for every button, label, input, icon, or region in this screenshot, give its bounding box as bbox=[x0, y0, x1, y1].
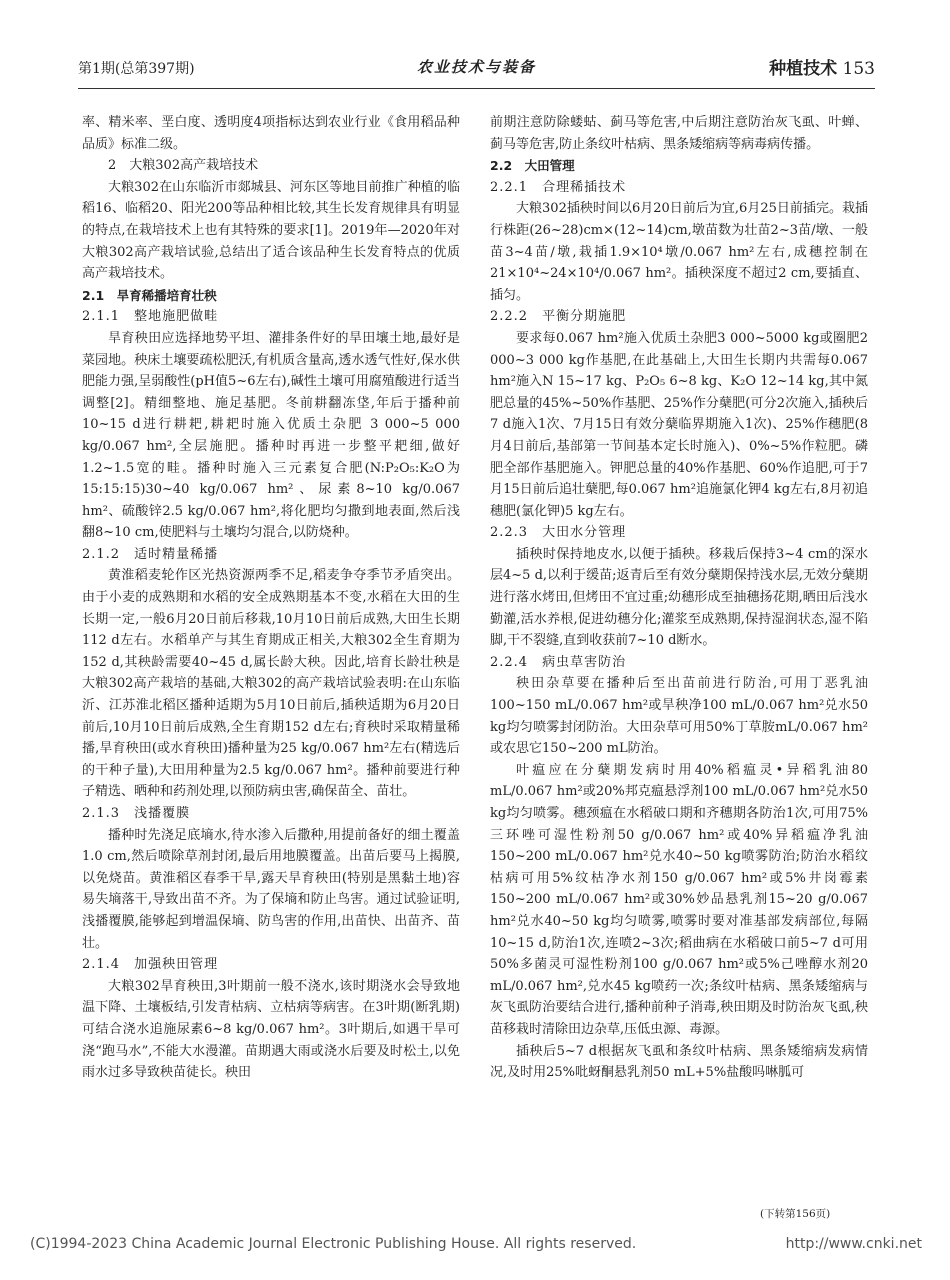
paragraph: 要求每0.067 hm²施入优质土杂肥3 000~5000 kg或圈肥2 000~3 000 kg作基肥,在此基础上,大田生长期内共需每0.067 hm²施入N 15~17 kg、P₂O₅ 6~8 kg、K₂O 12~14 kg,其中氮肥总量的45%~50%作基肥、25%作分蘖肥(可分2次施入,插秧后7 d施入1次、7月15日有效分蘖临界期施入1次)、25%作穗肥(8月4日前后,基部第一节间基本定长时施入)、0%~5%作粒肥。磷肥全部作基肥施入。钾肥总量的40%作基肥、60%作追肥,可于7月15日前后追壮蘖肥,每0.067 hm²追施氯化钾4 kg左右,8月初追穗肥(氯化钾)5 kg左右。 bbox=[490, 330, 868, 519]
paragraph: 秧田杂草要在播种后至出苗前进行防治,可用丁恶乳油100~150 mL/0.067 hm²或旱秧净100 mL/0.067 hm²兑水50 kg均匀喷雾封闭防治。大田杂草可用50%丁草胺mL/0.067 hm²或农思它150~200 mL防治。 bbox=[490, 676, 868, 757]
subsubsection-heading: 2.2.1 合理稀插技术 bbox=[490, 179, 627, 195]
subsubsection-heading: 2.1.4 加强秧田管理 bbox=[82, 957, 219, 973]
paragraph: 大粮302在山东临沂市郯城县、河东区等地目前推广种植的临稻16、临稻20、阳光200等品种相比较,其生长发育规律具有明显的特点,在栽培技术上也有其特殊的要求[1]。2019年—2020年对大粮302高产栽培试验,总结出了适合该品种生长发育特点的优质高产栽培技术。 bbox=[82, 179, 460, 282]
page-number: 153 bbox=[842, 59, 875, 79]
continued-note: (下转第156页) bbox=[760, 1208, 831, 1220]
journal-title: 农业技术与装备 bbox=[416, 58, 536, 76]
paragraph: 大粮302旱育秧田,3叶期前一般不浇水,该时期浇水会导致地温下降、土壤板结,引发青枯病、立枯病等病害。在3叶期(断乳期)可结合浇水追施尿素6~8 kg/0.067 hm²。3叶期后,如遇干旱可浇“跑马水”,不能大水漫灌。苗期遇大雨或浇水后要及时松土,以免雨水过多导致秧苗徒长。秧田 bbox=[82, 978, 460, 1081]
subsection-heading: 2.1 旱育稀播培育壮秧 bbox=[82, 287, 217, 303]
subsubsection-heading: 2.2.2 平衡分期施肥 bbox=[490, 309, 627, 325]
paragraph: 旱育秧田应选择地势平坦、灌排条件好的旱田壤土地,最好是菜园地。秧床土壤要疏松肥沃,有机质含量高,透水透气性好,保水供肥能力强,呈弱酸性(pH值5~6左右),碱性土壤可用腐殖酸进行适当调整[2]。精细整地、施足基肥。冬前耕翻冻垡,年后于播种前10~15 d进行耕耙,耕耙时施入优质土杂肥 3 000~5 000 kg/0.067 hm²,全层施肥。播种时再进一步整平耙细,做好1.2~1.5宽的畦。播种时施入三元素复合肥(N:P₂O₅:K₂O为15:15:15)30~40 kg/0.067 hm²、尿素8~10 kg/0.067 hm²、硫酸锌2.5 kg/0.067 hm²,将化肥均匀撒到地表面,然后浅翻8~10 cm,使肥料与土壤均匀混合,以防烧种。 bbox=[82, 330, 460, 541]
section-title: 种植技术 bbox=[769, 59, 838, 79]
issue-label: 第1期(总第397期) bbox=[78, 61, 195, 77]
page-header bbox=[78, 52, 875, 78]
header-rule bbox=[78, 88, 875, 89]
paragraph: 插秧时保持地皮水,以便于插秧。移栽后保持3~4 cm的深水层4~5 d,以利于缓苗;返青后至有效分蘖期保持浅水层,无效分蘖期进行落水烤田,但烤田不宜过重;幼穗形成至抽穗扬花期,晒田后浅水勤灌,活水养根,促进幼穗分化;灌浆至成熟期,保持湿润状态,湿不陷脚,干不裂缝,直到收获前7~10 d断水。 bbox=[490, 546, 868, 649]
subsubsection-heading: 2.2.4 病虫草害防治 bbox=[490, 654, 627, 670]
paragraph: 率、精米率、垩白度、透明度4项指标达到农业行业《食用稻品种品质》标准二级。 bbox=[82, 115, 460, 152]
subsubsection-heading: 2.1.2 适时精量稀播 bbox=[82, 546, 219, 562]
subsection-heading: 2.2 大田管理 bbox=[490, 158, 575, 174]
paragraph: 插秧后5~7 d根据灰飞虱和条纹叶枯病、黑条矮缩病发病情况,及时用25%吡蚜酮悬乳剂50 mL+5%盐酸吗啉胍可 bbox=[490, 1043, 868, 1081]
left-column bbox=[82, 112, 460, 1084]
subsubsection-heading: 2.2.3 大田水分管理 bbox=[490, 525, 627, 541]
subsubsection-heading: 2.1.1 整地施肥做畦 bbox=[82, 309, 219, 325]
paragraph: 前期注意防除蝼蛄、蓟马等危害,中后期注意防治灰飞虱、叶蝉、蓟马等危害,防止条纹叶枯病、黑条矮缩病等病毒病传播。 bbox=[490, 115, 868, 152]
paragraph: 播种时先浇足底墒水,待水渗入后撒种,用提前备好的细土覆盖1.0 cm,然后喷除草剂封闭,最后用地膜覆盖。出苗后要马上揭膜,以免烧苗。黄淮稻区春季干旱,露天旱育秧田(特别是黑黏土地)容易失墒落干,导致出苗不齐。为了保墒和防止鸟害。通过试验证明,浅播覆膜,能够起到增温保墒、防鸟害的作用,出苗快、出苗齐、苗壮。 bbox=[82, 827, 460, 951]
paragraph: 叶瘟应在分蘖期发病时用40%稻瘟灵•异稻乳油80 mL/0.067 hm²或20%邦克瘟悬浮剂100 mL/0.067 hm²兑水50 kg均匀喷雾。穗颈瘟在水稻破口期和齐穗期各防治1次,可用75%三环唑可湿性粉剂50 g/0.067 hm²或40%异稻瘟净乳油150~200 mL/0.067 hm²兑水40~50 kg喷雾防治;防治水稻纹枯病可用5%纹枯净水剂150 g/0.067 hm²或5%井岗霉素150~200 mL/0.067 hm²或30%妙品悬乳剂15~20 g/0.067 hm²兑水40~50 kg均匀喷雾,喷雾时要对准基部发病部位,每隔10~15 d,防治1次,连喷2~3次;稻曲病在水稻破口前5~7 d可用50%多菌灵可湿性粉剂100 g/0.067 hm²或5%己唑醇水剂20 mL/0.067 hm²,兑水45 kg喷药一次;条纹叶枯病、黑条矮缩病与灰飞虱防治要结合进行,播种前种子消毒,秧田期及时防治灰飞虱,秧苗移栽时清除田边杂草,压低虫源、毒源。 bbox=[490, 762, 868, 1037]
subsubsection-heading: 2.1.3 浅播覆膜 bbox=[82, 806, 191, 821]
paragraph: 大粮302插秧时间以6月20日前后为宜,6月25日前插完。栽插行株距(26~28)cm×(12~14)cm,墩苗数为壮苗2~3苗/墩、一般苗3~4苗/墩,栽插1.9×10⁴墩/0.067 hm²左右,成穗控制在21×10⁴~24×10⁴/0.067 hm²。插秧深度不超过2 cm,要插直、插匀。 bbox=[490, 201, 868, 303]
section-heading: 2 大粮302高产栽培技术 bbox=[108, 158, 259, 174]
paragraph: 黄淮稻麦轮作区光热资源两季不足,稻麦争夺季节矛盾突出。由于小麦的成熟期和水稻的安全成熟期基本不变,水稻在大田的生长期一定,一般6月20日前后移栽,10月10日前后成熟,大田生长期112 d左右。水稻单产与其生育期成正相关,大粮302全生育期为152 d,其秧龄需要40~45 d,属长龄大秧。因此,培育长龄壮秧是大粮302高产栽培的基础,大粮302的高产栽培试验表明:在山东临沂、江苏淮北稻区播种适期为5月10日前后,插秧适期为6月20日前后,10月10日前后成熟,全生育期152 d左右;育秧时采取精量稀播,旱育秧田(或水育秧田)播种量为25 kg/0.067 hm²左右(精选后的干种子量),大田用种量为2.5 kg/0.067 hm²。播种前要进行种子精选、晒种和药剂处理,以预防病虫害,确保苗全、苗壮。 bbox=[82, 568, 460, 800]
footer-url: http://www.cnki.net bbox=[785, 1236, 922, 1252]
copyright-text: (C)1994-2023 China Academic Journal Electronic Publishing House. All rights reserved. bbox=[30, 1236, 637, 1252]
page-footer bbox=[30, 1236, 930, 1252]
section-and-page bbox=[769, 54, 875, 79]
right-column bbox=[490, 112, 868, 1084]
